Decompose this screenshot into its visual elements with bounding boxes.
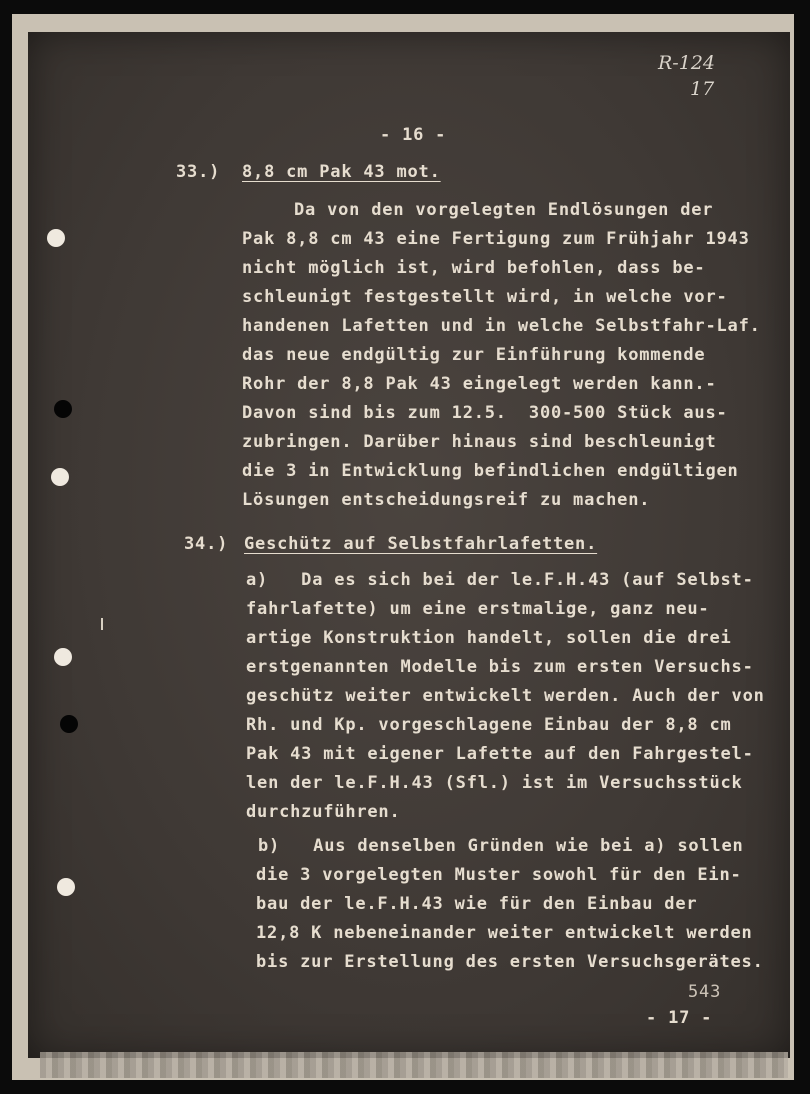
next-page-number: - 17 - <box>646 1008 713 1028</box>
item-33-line: handenen Lafetten und in welche Selbstfahr-Laf. <box>242 316 761 336</box>
item-34-a-line: artige Konstruktion handelt, sollen die drei <box>246 628 732 648</box>
item-33-line: Pak 8,8 cm 43 eine Fertigung zum Frühjahr 1943 <box>242 229 750 249</box>
punch-hole <box>54 648 72 666</box>
archive-reference-sub: 17 <box>690 78 715 100</box>
punch-hole <box>60 715 78 733</box>
item-33-line: zubringen. Darüber hinaus sind beschleunigt <box>242 432 717 452</box>
archive-reference: R-124 <box>658 52 715 74</box>
margin-mark <box>101 618 103 630</box>
item-34-number: 34.) <box>184 534 229 554</box>
item-33-line: Da von den vorgelegten Endlösungen der <box>294 200 714 220</box>
item-34-b-line: bau der le.F.H.43 wie für den Einbau der <box>256 894 698 914</box>
item-34-b-line: b) Aus denselben Gründen wie bei a) sollen <box>258 836 744 856</box>
item-33-line: das neue endgültig zur Einführung kommende <box>242 345 706 365</box>
item-34-b-line: die 3 vorgelegten Muster sowohl für den Ein- <box>256 865 742 885</box>
page-edge-strip <box>40 1052 788 1078</box>
item-33-line: Rohr der 8,8 Pak 43 eingelegt werden kann.- <box>242 374 717 394</box>
punch-hole <box>47 229 65 247</box>
item-34-b-line: bis zur Erstellung des ersten Versuchsgerätes. <box>256 952 764 972</box>
stamp-number: 543 <box>688 982 722 1002</box>
page-number: - 16 - <box>380 125 447 145</box>
item-33-line: Lösungen entscheidungsreif zu machen. <box>242 490 651 510</box>
item-33-title: 8,8 cm Pak 43 mot. <box>242 162 441 182</box>
punch-hole <box>54 400 72 418</box>
item-34-a-line: erstgenannten Modelle bis zum ersten Versuchs- <box>246 657 754 677</box>
item-34-title: Geschütz auf Selbstfahrlafetten. <box>244 534 598 554</box>
item-33-line: nicht möglich ist, wird befohlen, dass be- <box>242 258 706 278</box>
item-34-a-line: Pak 43 mit eigener Lafette auf den Fahrgestel- <box>246 744 754 764</box>
item-34-a-line: fahrlafette) um eine erstmalige, ganz neu- <box>246 599 710 619</box>
item-34-a-line: len der le.F.H.43 (Sfl.) ist im Versuchsstück <box>246 773 743 793</box>
item-33-number: 33.) <box>176 162 221 182</box>
item-33-line: Davon sind bis zum 12.5. 300-500 Stück aus- <box>242 403 728 423</box>
punch-hole <box>51 468 69 486</box>
item-33-line: die 3 in Entwicklung befindlichen endgültigen <box>242 461 739 481</box>
item-34-a-line: Rh. und Kp. vorgeschlagene Einbau der 8,8 cm <box>246 715 732 735</box>
item-33-line: schleunigt festgestellt wird, in welche vor- <box>242 287 728 307</box>
item-34-b-line: 12,8 K nebeneinander weiter entwickelt werden <box>256 923 753 943</box>
punch-hole <box>57 878 75 896</box>
item-34-a-line: durchzuführen. <box>246 802 401 822</box>
item-34-a-line: geschütz weiter entwickelt werden. Auch der von <box>246 686 765 706</box>
item-34-a-line: a) Da es sich bei der le.F.H.43 (auf Selbst- <box>246 570 754 590</box>
